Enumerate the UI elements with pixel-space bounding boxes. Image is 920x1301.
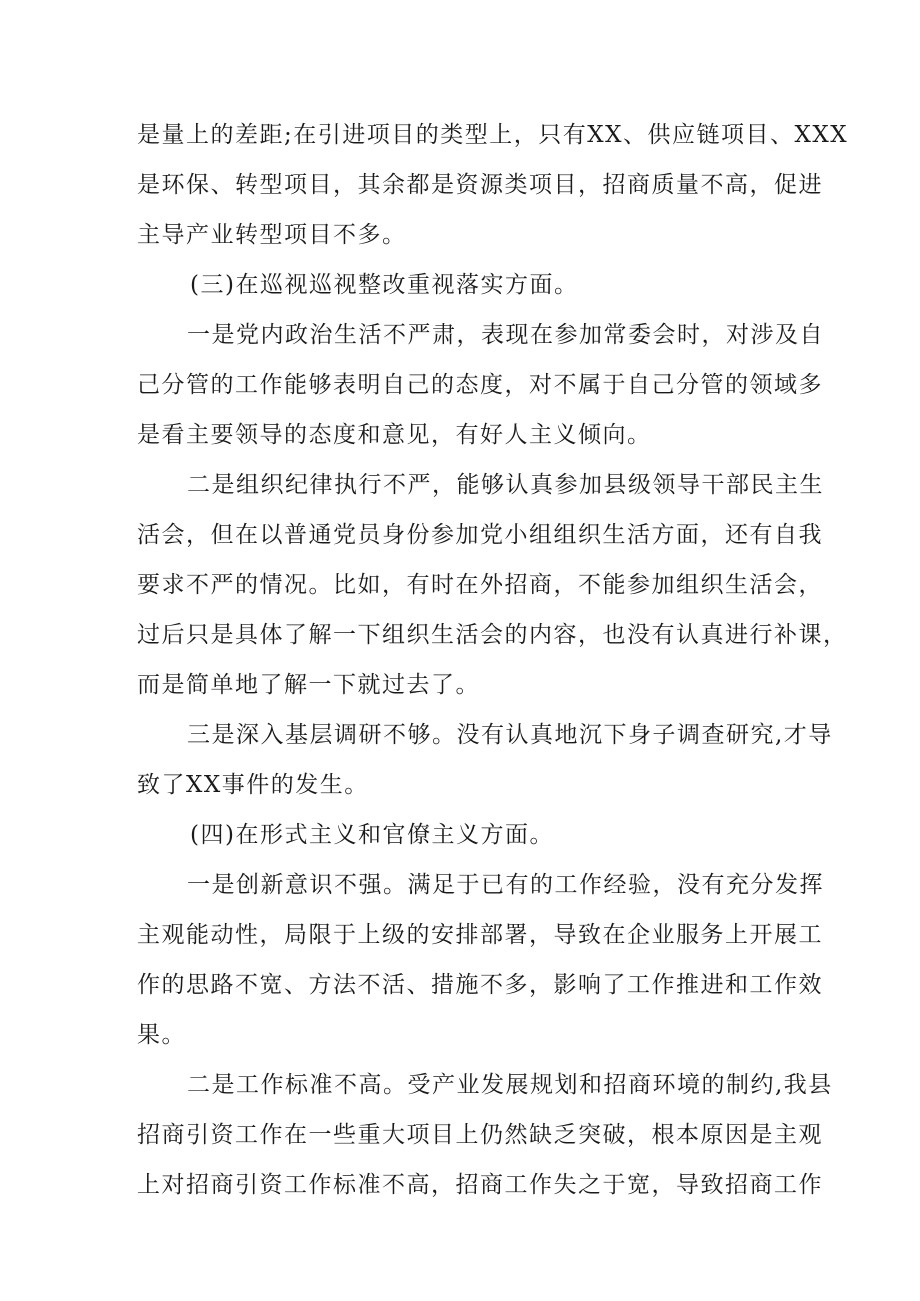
paragraph-line: 一是党内政治生活不严肃，表现在参加常委会时，对涉及自 bbox=[187, 322, 824, 348]
paragraph-line: 果。 bbox=[137, 1022, 186, 1048]
paragraph-line: 主导产业转型项目不多。 bbox=[137, 222, 407, 248]
paragraph-line: 作的思路不宽、方法不活、措施不多，影响了工作推进和工作效 bbox=[137, 972, 823, 998]
paragraph-line: 招商引资工作在一些重大项目上仍然缺乏突破，根本原因是主观 bbox=[137, 1122, 823, 1148]
paragraph-line: 二是工作标准不高。受产业发展规划和招商环境的制约,我县 bbox=[187, 1072, 833, 1098]
paragraph-line: 是环保、转型项目，其余都是资源类项目，招商质量不高，促进 bbox=[137, 172, 823, 198]
paragraph-line: 过后只是具体了解一下组织生活会的内容，也没有认真进行补课， bbox=[137, 622, 848, 648]
section-heading: (三)在巡视巡视整改重视落实方面。 bbox=[190, 272, 579, 298]
paragraph-line: 己分管的工作能够表明自己的态度，对不属于自己分管的领域多 bbox=[137, 372, 823, 398]
paragraph-line: 是量上的差距;在引进项目的类型上，只有XX、供应链项目、XXX bbox=[137, 122, 849, 148]
paragraph-line: 主观能动性，局限于上级的安排部署，导致在企业服务上开展工 bbox=[137, 922, 823, 948]
paragraph-line: 二是组织纪律执行不严，能够认真参加县级领导干部民主生 bbox=[187, 472, 824, 498]
paragraph-line: 而是简单地了解一下就过去了。 bbox=[137, 672, 480, 698]
paragraph-line: 是看主要领导的态度和意见，有好人主义倾向。 bbox=[137, 422, 652, 448]
paragraph-line: 上对招商引资工作标准不高，招商工作失之于宽，导致招商工作 bbox=[137, 1172, 823, 1198]
paragraph-line: 致了XX事件的发生。 bbox=[137, 772, 369, 798]
section-heading: (四)在形式主义和官僚主义方面。 bbox=[190, 822, 554, 848]
paragraph-line: 要求不严的情况。比如，有时在外招商，不能参加组织生活会， bbox=[137, 572, 823, 598]
paragraph-line: 三是深入基层调研不够。没有认真地沉下身子调查研究,才导 bbox=[187, 722, 833, 748]
paragraph-line: 活会，但在以普通党员身份参加党小组组织生活方面，还有自我 bbox=[137, 522, 823, 548]
paragraph-line: 一是创新意识不强。满足于已有的工作经验，没有充分发挥 bbox=[187, 872, 824, 898]
